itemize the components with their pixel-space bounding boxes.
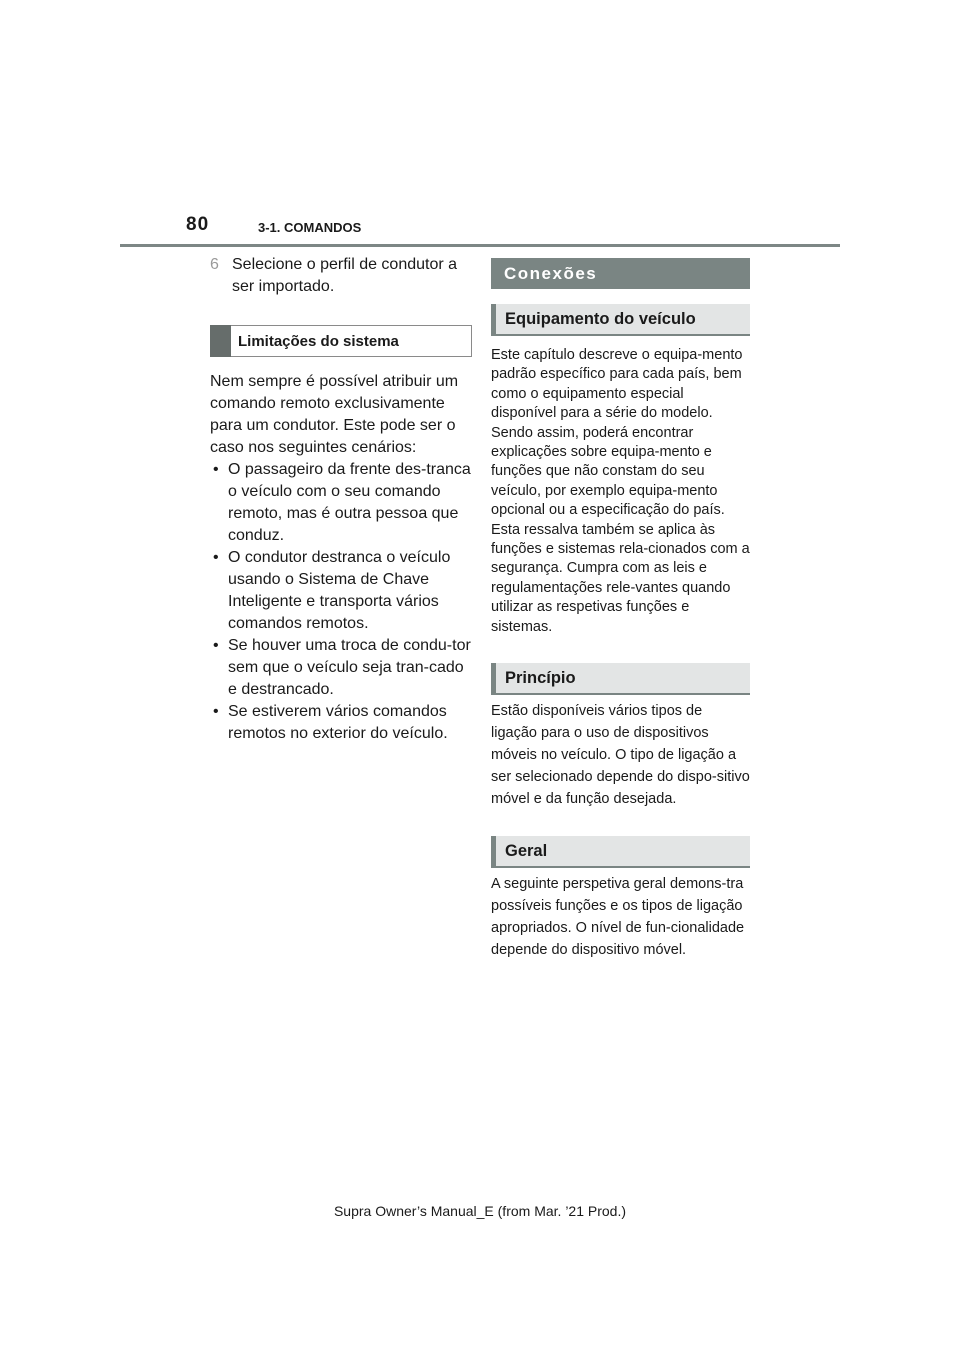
vehicle-equipment-heading: Equipamento do veículo bbox=[491, 304, 750, 336]
list-item: • O passageiro da frente des-tranca o veículo com o seu comando remoto, mas é outra pessoa que conduz. bbox=[210, 459, 472, 547]
vehicle-equipment-text: Este capítulo descreve o equipa-mento padrão específico para cada país, bem como o equipamento especial disponível para a série do modelo. Sendo assim, poderá encontrar explicações sobre equipa-mento e funções que não constam do seu veículo, por exemplo equipa-mento opcional ou a especificação do país. Esta ressalva também se aplica às funções e sistemas rela-cionados com a segurança. Cumpra com as leis e regulamentações rele-vantes quando utilizar as respetivas funções e sistemas. bbox=[491, 347, 750, 635]
header-divider bbox=[120, 244, 840, 247]
page-number: 80 bbox=[186, 214, 210, 235]
system-limitations-heading bbox=[210, 325, 472, 357]
step-number: 6 bbox=[210, 256, 219, 273]
footer-text: Supra Owner’s Manual_E (from Mar. ’21 Prod.) bbox=[333, 1203, 627, 1219]
section-title-connections: Conexões bbox=[491, 258, 750, 289]
chapter-title: 3-1. COMANDOS bbox=[258, 220, 362, 235]
list-item: • Se houver uma troca de condu-tor sem que o veículo seja tran-cado e destrancado. bbox=[210, 635, 472, 701]
general-heading: Geral bbox=[491, 836, 750, 868]
left-column bbox=[210, 254, 472, 745]
system-limitations-label: Limitações do sistema bbox=[238, 332, 399, 350]
list-item: • O condutor destranca o veículo usando o Sistema de Chave Inteligente e transporta vários comandos remotos. bbox=[210, 547, 472, 635]
general-text: A seguinte perspetiva geral demons-tra possíveis funções e os tipos de ligação apropriados. O nível de fun-cionalidade depende do dispositivo móvel. bbox=[491, 876, 745, 959]
heading-marker bbox=[210, 325, 231, 357]
list-item: • Se estiverem vários comandos remotos no exterior do veículo. bbox=[210, 701, 472, 745]
limitations-list bbox=[210, 459, 472, 745]
limitations-intro: Nem sempre é possível atribuir um comando remoto exclusivamente para um condutor. Este pode ser o caso nos seguintes cenários: bbox=[210, 373, 459, 456]
principle-heading: Princípio bbox=[491, 663, 750, 695]
principle-text: Estão disponíveis vários tipos de ligação para o uso de dispositivos móveis no veículo. O tipo de ligação a ser selecionado depende do dispo-sitivo móvel e da função desejada. bbox=[491, 703, 750, 808]
step-text: Selecione o perfil de condutor a ser importado. bbox=[232, 256, 458, 295]
step-item bbox=[210, 254, 472, 298]
right-column bbox=[491, 258, 750, 961]
